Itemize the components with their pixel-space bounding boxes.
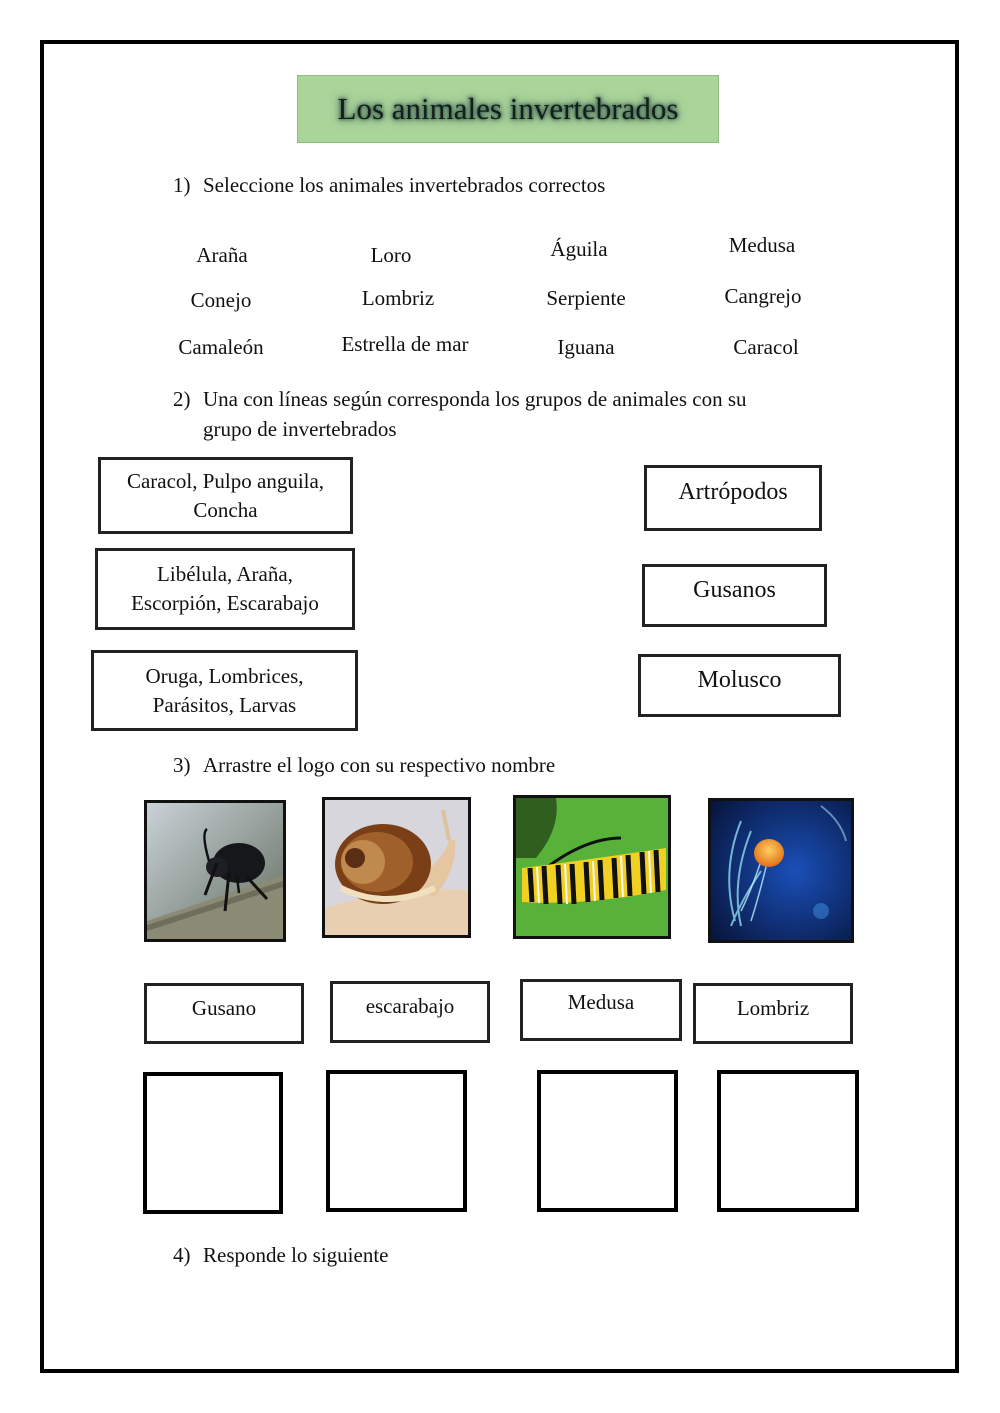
snail-image[interactable] [322, 797, 471, 938]
drop-zone-2[interactable] [326, 1070, 467, 1212]
question-text: Seleccione los animales invertebrados correctos [203, 173, 606, 197]
question-2 [173, 384, 747, 444]
word-option[interactable]: Iguana [557, 335, 615, 359]
question-text: Arrastre el logo con su respectivo nombre [203, 753, 556, 777]
caterpillar-image[interactable] [513, 795, 671, 939]
drop-zone-1[interactable] [143, 1072, 283, 1214]
word-option[interactable]: Águila [550, 237, 608, 261]
word-option[interactable]: Camaleón [178, 335, 264, 359]
question-number: 3) [173, 753, 191, 777]
label-text: escarabajo [365, 994, 455, 1018]
label-box-gusano[interactable] [144, 983, 304, 1044]
jellyfish-icon [711, 801, 851, 940]
label-box-medusa[interactable] [520, 979, 682, 1041]
question-4 [173, 1240, 388, 1270]
group-box-text: Oruga, Lombrices, [145, 663, 304, 688]
title-banner [297, 75, 719, 143]
label-box-lombriz[interactable] [693, 983, 853, 1044]
label-box-escarabajo[interactable] [330, 981, 490, 1043]
word-option[interactable]: Conejo [190, 288, 252, 312]
caterpillar-icon [516, 798, 668, 936]
question-3 [173, 750, 555, 780]
group-box-text: Escorpión, Escarabajo [131, 591, 319, 615]
word-option[interactable]: Araña [196, 243, 248, 267]
question-text: Una con líneas según corresponda los grupos de animales con su [203, 387, 747, 411]
label-text: Lombriz [736, 996, 810, 1020]
group-box-text: Libélula, Araña, [157, 562, 293, 586]
beetle-icon [147, 803, 283, 939]
question-text: Responde lo siguiente [203, 1243, 389, 1267]
word-option[interactable]: Loro [370, 243, 412, 267]
word-option[interactable]: Estrella de mar [341, 332, 469, 356]
category-label: Molusco [697, 667, 782, 693]
word-option[interactable]: Caracol [733, 335, 799, 359]
question-text-continued: grupo de invertebrados [203, 417, 397, 441]
category-box-gusanos[interactable] [642, 564, 827, 627]
question-number: 4) [173, 1243, 191, 1267]
group-box-gusanos-examples[interactable] [91, 650, 358, 731]
label-text: Gusano [191, 996, 257, 1020]
page-title: Los animales invertebrados [337, 91, 679, 126]
category-box-molusco[interactable] [638, 654, 841, 717]
beetle-image[interactable] [144, 800, 286, 942]
drop-zone-4[interactable] [717, 1070, 859, 1212]
word-option[interactable]: Lombriz [361, 286, 435, 310]
group-box-moluscos-examples[interactable] [98, 457, 353, 534]
question-number: 2) [173, 387, 191, 411]
group-box-text: Concha [193, 497, 258, 522]
word-option[interactable]: Serpiente [546, 286, 626, 310]
question-1 [173, 170, 605, 200]
group-box-artropodos-examples[interactable] [95, 548, 355, 630]
group-box-text: Caracol, Pulpo anguila, [126, 468, 325, 493]
word-option[interactable]: Medusa [728, 233, 796, 257]
snail-icon [325, 800, 468, 935]
category-label: Gusanos [693, 577, 776, 603]
question-number: 1) [173, 173, 191, 197]
word-option[interactable]: Cangrejo [724, 284, 802, 308]
category-box-artropodos[interactable] [644, 465, 822, 531]
drop-zone-3[interactable] [537, 1070, 678, 1212]
label-text: Medusa [567, 990, 635, 1014]
jellyfish-image[interactable] [708, 798, 854, 943]
category-label: Artrópodos [678, 479, 788, 505]
group-box-text: Parásitos, Larvas [152, 692, 297, 717]
